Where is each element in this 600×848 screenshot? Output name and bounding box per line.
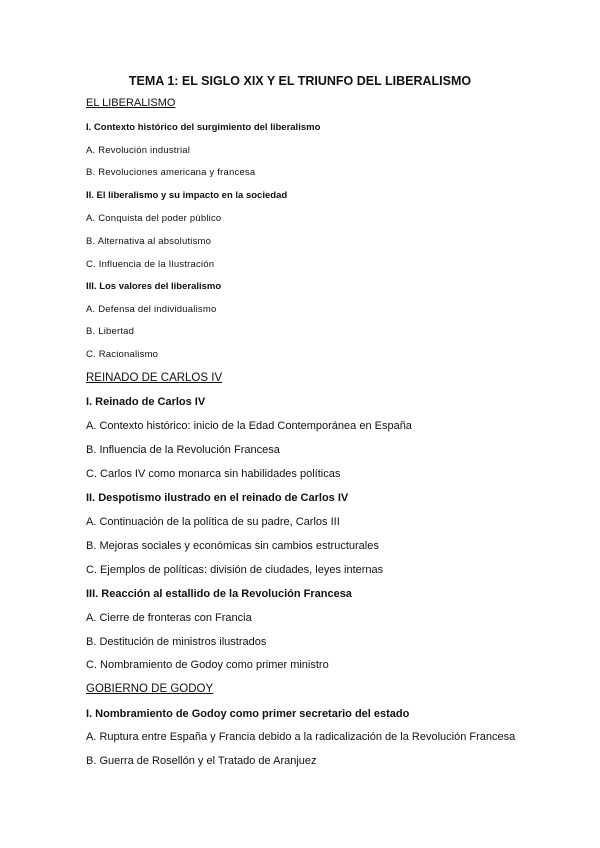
list-item: A. Cierre de fronteras con Francia <box>86 612 252 624</box>
list-item: A. Continuación de la política de su padre, Carlos III <box>86 516 340 528</box>
list-item: B. Revoluciones americana y francesa <box>86 167 256 178</box>
section-heading-godoy: GOBIERNO DE GODOY <box>86 683 214 695</box>
subsection-heading: I. Reinado de Carlos IV <box>86 396 206 408</box>
subsection-heading: I. Contexto histórico del surgimiento del liberalismo <box>86 122 321 133</box>
list-item: C. Carlos IV como monarca sin habilidades políticas <box>86 468 341 480</box>
list-item: B. Guerra de Rosellón y el Tratado de Aranjuez <box>86 755 317 767</box>
list-item: C. Ejemplos de políticas: división de ciudades, leyes internas <box>86 564 384 576</box>
list-item: C. Influencia de la Ilustración <box>86 259 215 270</box>
list-item: C. Racionalismo <box>86 349 159 360</box>
list-item: B. Destitución de ministros ilustrados <box>86 636 267 648</box>
list-item: A. Defensa del individualismo <box>86 304 217 315</box>
list-item: C. Nombramiento de Godoy como primer ministro <box>86 659 329 671</box>
list-item: B. Libertad <box>86 326 135 337</box>
list-item: B. Mejoras sociales y económicas sin cambios estructurales <box>86 540 379 552</box>
section-heading-liberalismo: EL LIBERALISMO <box>86 97 176 109</box>
subsection-heading: I. Nombramiento de Godoy como primer secretario del estado <box>86 708 410 720</box>
list-item: A. Conquista del poder público <box>86 213 222 224</box>
subsection-heading: III. Los valores del liberalismo <box>86 281 222 292</box>
list-item: A. Revolución industrial <box>86 145 191 156</box>
list-item: B. Influencia de la Revolución Francesa <box>86 444 280 456</box>
list-item: A. Contexto histórico: inicio de la Edad Contemporánea en España <box>86 420 412 432</box>
subsection-heading: II. El liberalismo y su impacto en la sociedad <box>86 190 288 201</box>
subsection-heading: III. Reacción al estallido de la Revolución Francesa <box>86 588 352 600</box>
list-item: B. Alternativa al absolutismo <box>86 236 212 247</box>
page-title: TEMA 1: EL SIGLO XIX Y EL TRIUNFO DEL LIBERALISMO <box>128 74 472 88</box>
list-item: A. Ruptura entre España y Francia debido a la radicalización de la Revolución Francesa <box>86 731 516 743</box>
subsection-heading: II. Despotismo ilustrado en el reinado de Carlos IV <box>86 492 349 504</box>
section-heading-carlos-iv: REINADO DE CARLOS IV <box>86 372 223 384</box>
